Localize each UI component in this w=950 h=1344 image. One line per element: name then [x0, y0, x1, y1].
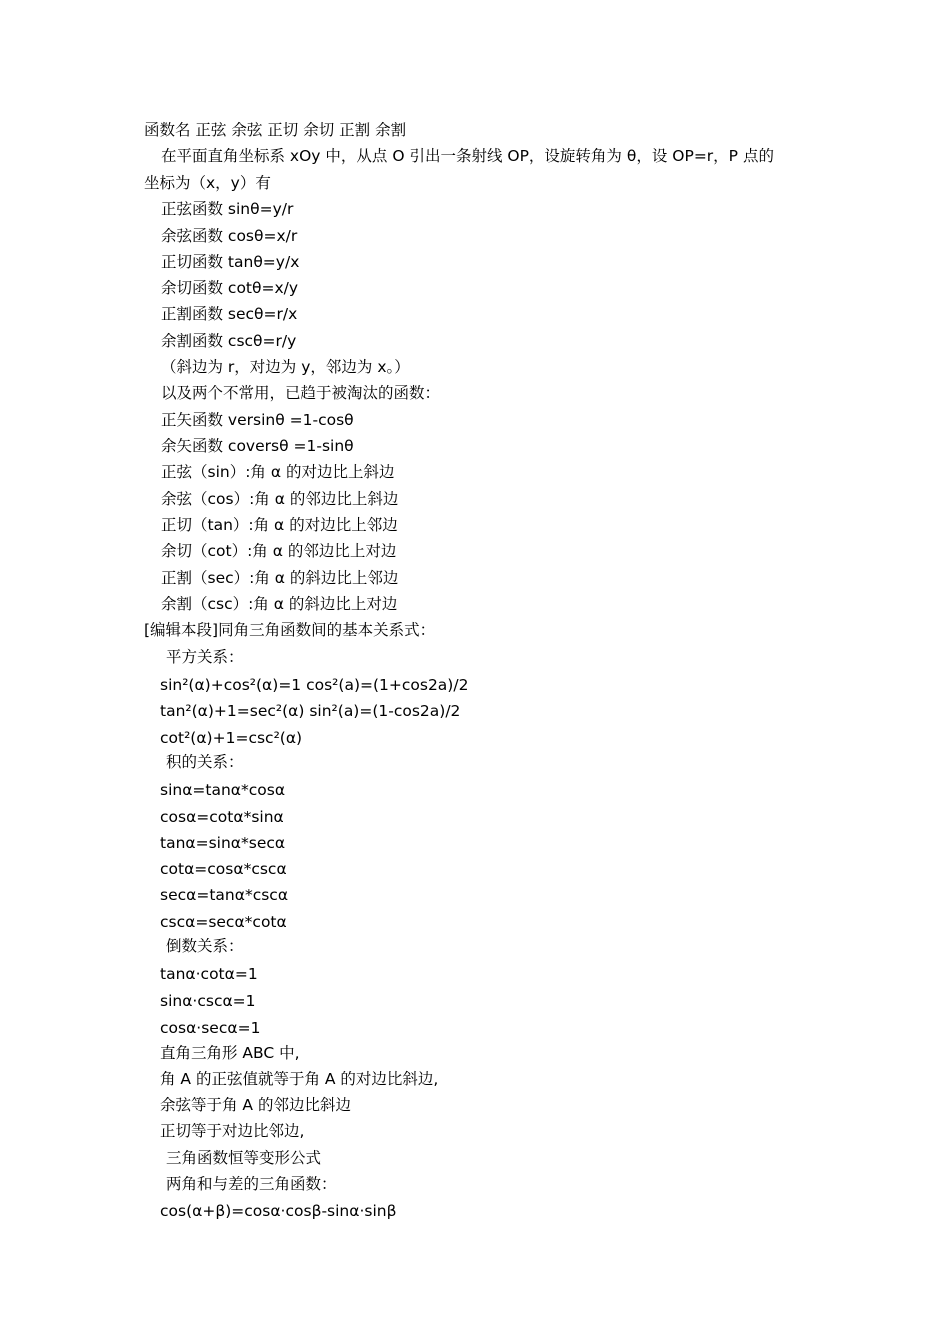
formula-square-2: tan²(α)+1=sec²(α) sin²(a)=(1-cos2a)/2: [160, 702, 461, 720]
intro-paragraph-line-1: 在平面直角坐标系 xOy 中，从点 O 引出一条射线 OP，设旋转角为 θ，设 OP=r，P 点的: [161, 147, 774, 165]
sum-difference-heading: 两角和与差的三角函数：: [166, 1175, 337, 1193]
csc-ratio-text: 余割（csc）:角 α 的斜边比上对边: [161, 595, 398, 613]
uncommon-functions-intro: 以及两个不常用，已趋于被淘汰的函数：: [161, 384, 441, 402]
formula-square-1: sin²(α)+cos²(α)=1 cos²(a)=(1+cos2a)/2: [160, 676, 469, 694]
header-function-names: 函数名 正弦 余弦 正切 余切 正割 余割: [144, 121, 407, 139]
formula-cos-sum: cos(α+β)=cosα·cosβ-sinα·sinβ: [160, 1202, 397, 1220]
versine-definition: 正矢函数 versinθ =1-cosθ: [161, 411, 354, 429]
right-triangle-intro: 直角三角形 ABC 中,: [160, 1044, 300, 1062]
formula-product-1: sinα=tanα*cosα: [160, 781, 286, 799]
right-triangle-cosine: 余弦等于角 A 的邻边比斜边: [160, 1096, 351, 1114]
formula-product-3: tanα=sinα*secα: [160, 834, 286, 852]
formula-reciprocal-3: cosα·secα=1: [160, 1019, 261, 1037]
product-relations-heading: 积的关系：: [166, 753, 244, 771]
cosecant-definition: 余割函数 cscθ=r/y: [161, 332, 297, 350]
formula-square-3: cot²(α)+1=csc²(α): [160, 729, 303, 747]
tangent-definition: 正切函数 tanθ=y/x: [161, 253, 300, 271]
cos-ratio-text: 余弦（cos）:角 α 的邻边比上斜边: [161, 490, 399, 508]
secant-definition: 正割函数 secθ=r/x: [161, 305, 298, 323]
intro-paragraph-line-2: 坐标为（x，y）有: [144, 174, 271, 192]
formula-product-5: secα=tanα*cscα: [160, 886, 289, 904]
sin-ratio-text: 正弦（sin）:角 α 的对边比上斜边: [161, 463, 395, 481]
reciprocal-relations-heading: 倒数关系：: [166, 937, 244, 955]
formula-reciprocal-1: tanα·cotα=1: [160, 965, 258, 983]
side-names-note: （斜边为 r，对边为 y，邻边为 x。）: [161, 358, 410, 376]
tan-ratio-text: 正切（tan）:角 α 的对边比上邻边: [161, 516, 398, 534]
coversine-definition: 余矢函数 coversθ =1-sinθ: [161, 437, 354, 455]
cotangent-definition: 余切函数 cotθ=x/y: [161, 279, 299, 297]
cosine-definition: 余弦函数 cosθ=x/r: [161, 227, 298, 245]
formula-product-6: cscα=secα*cotα: [160, 913, 287, 931]
formula-product-2: cosα=cotα*sinα: [160, 808, 284, 826]
sine-definition: 正弦函数 sinθ=y/r: [161, 200, 294, 218]
right-triangle-tangent: 正切等于对边比邻边,: [160, 1122, 305, 1140]
square-relations-heading: 平方关系：: [166, 648, 244, 666]
sec-ratio-text: 正割（sec）:角 α 的斜边比上邻边: [161, 569, 399, 587]
formula-product-4: cotα=cosα*cscα: [160, 860, 287, 878]
section-heading: [编辑本段]同角三角函数间的基本关系式：: [144, 621, 436, 639]
formula-reciprocal-2: sinα·cscα=1: [160, 992, 256, 1010]
cot-ratio-text: 余切（cot）:角 α 的邻边比上对边: [161, 542, 397, 560]
identity-transform-heading: 三角函数恒等变形公式: [166, 1149, 322, 1167]
right-triangle-sine: 角 A 的正弦值就等于角 A 的对边比斜边,: [160, 1070, 439, 1088]
